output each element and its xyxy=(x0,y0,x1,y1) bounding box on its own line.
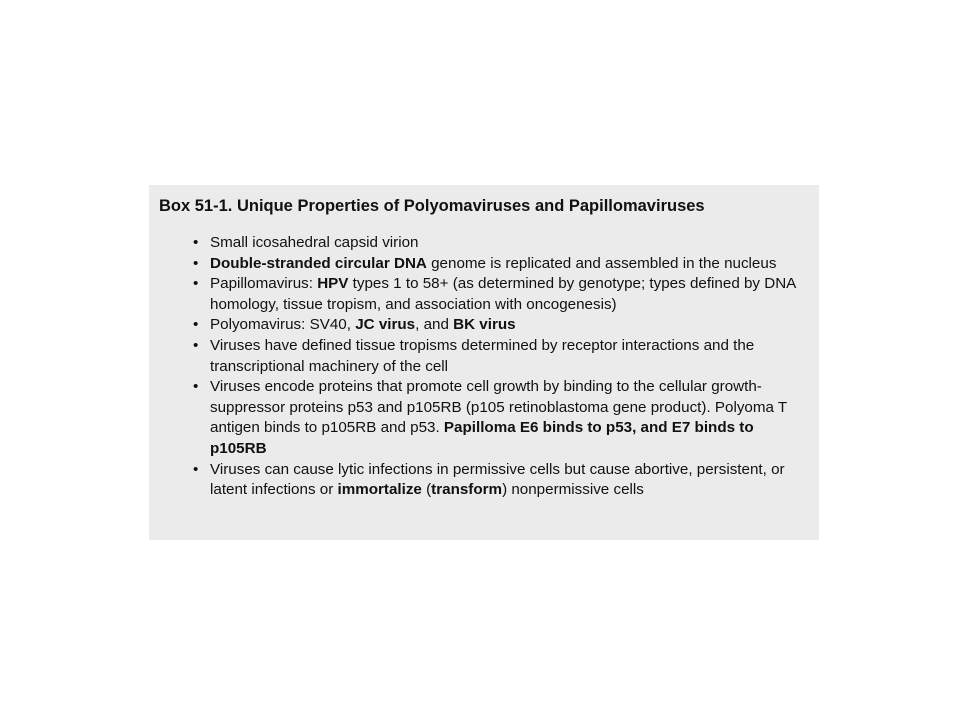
bullet-icon: • xyxy=(193,234,199,251)
list-item xyxy=(159,460,807,501)
emphasized-text: BK virus xyxy=(453,316,516,334)
emphasized-text: Double-stranded circular DNA xyxy=(210,254,427,272)
bullet-icon: • xyxy=(193,316,199,334)
bullet-icon: • xyxy=(193,275,199,293)
list-item xyxy=(159,377,807,459)
item-text: ) nonpermissive cells xyxy=(502,481,644,499)
emphasized-text: transform xyxy=(431,481,503,499)
list-item xyxy=(159,233,807,254)
box-title: Box 51-1. Unique Properties of Polyomaviruses and Papillomaviruses xyxy=(159,197,705,215)
item-text: Viruses can cause lytic infections in permissive cells but cause abortive, persistent, or latent infections or xyxy=(210,460,785,499)
properties-box xyxy=(149,185,819,540)
list-item xyxy=(159,274,807,315)
property-list xyxy=(159,233,807,501)
item-text: ( xyxy=(421,481,432,499)
emphasized-text: HPV xyxy=(317,275,349,293)
emphasized-text: Papilloma E6 binds to p53, and E7 binds to p105RB xyxy=(210,419,754,457)
bullet-icon: • xyxy=(193,336,199,354)
list-item xyxy=(159,336,807,377)
list-item xyxy=(159,315,807,336)
emphasized-text: immortalize xyxy=(337,481,422,499)
item-text: Papillomavirus: xyxy=(210,275,318,293)
item-text: Small icosahedral capsid virion xyxy=(210,234,419,251)
item-text: Viruses encode proteins that promote cell growth by binding to the cellular growth-suppressor proteins p53 and p105RB (p105 retinoblastoma gene product). Polyoma T antigen binds to p105RB and p53. xyxy=(210,378,787,437)
list-item xyxy=(159,254,807,275)
item-text: , and xyxy=(415,316,454,334)
item-text: Viruses have defined tissue tropisms determined by receptor interactions and the transcriptional machinery of the cell xyxy=(210,336,755,375)
emphasized-text: JC virus xyxy=(355,316,416,334)
item-text: Polyomavirus: SV40, xyxy=(210,316,356,334)
item-text: types 1 to 58+ (as determined by genotype; types defined by DNA homology, tissue tropism, and association with oncogenesis) xyxy=(210,275,796,313)
bullet-icon: • xyxy=(193,254,199,272)
item-text: genome is replicated and assembled in the nucleus xyxy=(426,254,777,272)
bullet-icon: • xyxy=(193,378,199,396)
bullet-icon: • xyxy=(193,460,199,478)
